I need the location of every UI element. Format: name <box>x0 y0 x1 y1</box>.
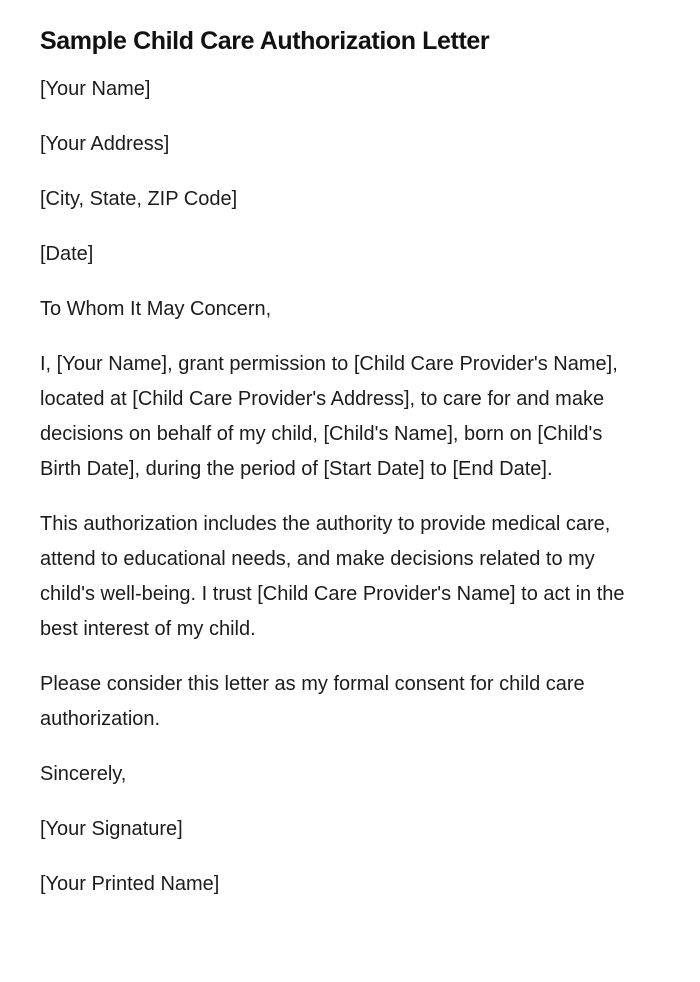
body-paragraph-permission: I, [Your Name], grant permission to [Child Care Provider's Name], located at [Child Care Provider's Address], to care for and make decisions on behalf of my child, [Child's Name], born on [Child's Birth Date], during the period of [Start Date] to [End Date]. <box>40 353 618 480</box>
closing: Sincerely, <box>40 763 127 785</box>
sender-city-state-zip: [City, State, ZIP Code] <box>40 188 238 210</box>
salutation: To Whom It May Concern, <box>40 298 272 320</box>
letter-date: [Date] <box>40 243 94 265</box>
sender-name: [Your Name] <box>40 78 151 100</box>
sender-address: [Your Address] <box>40 133 170 155</box>
body-paragraph-authority: This authorization includes the authority to provide medical care, attend to educational needs, and make decisions related to my child's well-being. I trust [Child Care Provider's Name] to act in the best interest of my child. <box>40 513 625 640</box>
body-paragraph-consent: Please consider this letter as my formal consent for child care authorization. <box>40 673 585 730</box>
document-title: Sample Child Care Authorization Letter <box>40 27 490 55</box>
signature-line: [Your Signature] <box>40 818 183 840</box>
printed-name: [Your Printed Name] <box>40 873 220 895</box>
